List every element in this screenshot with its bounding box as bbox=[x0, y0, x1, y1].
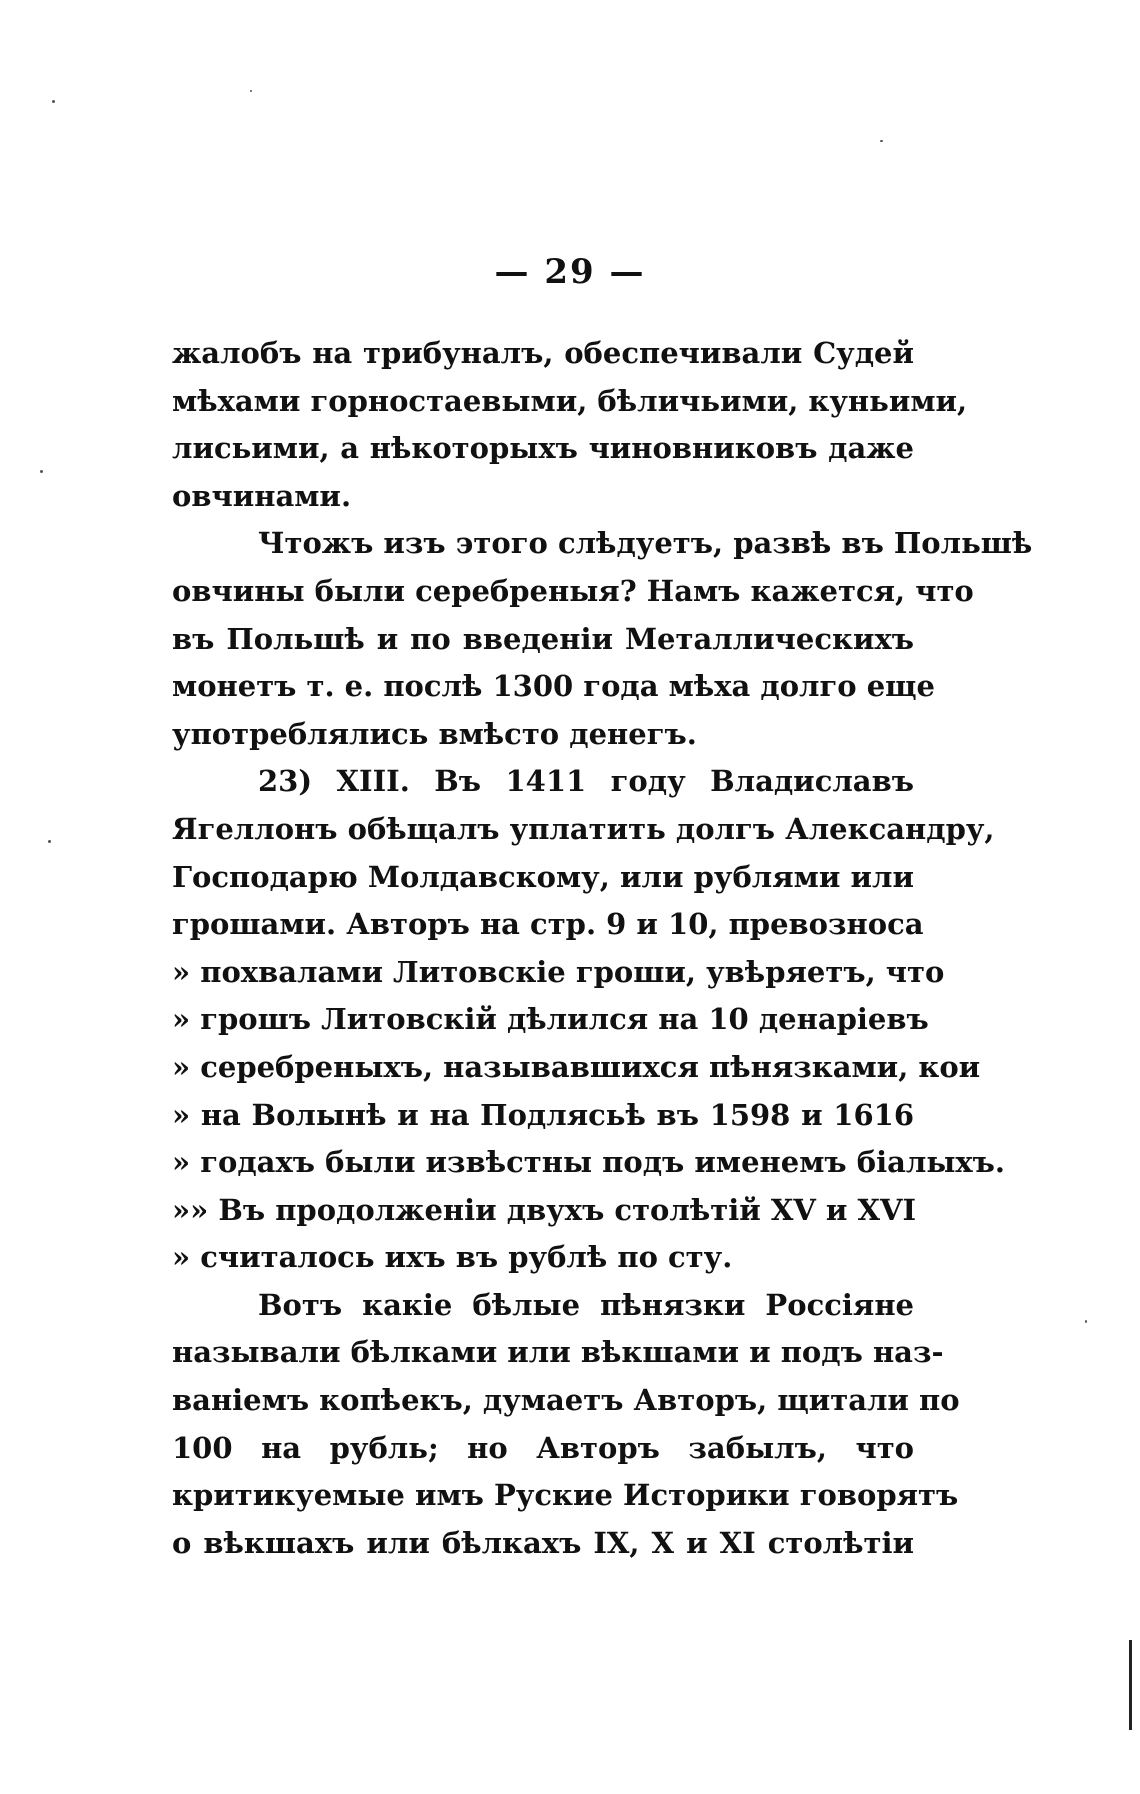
scan-speck bbox=[250, 90, 252, 92]
page-number: — 29 — bbox=[494, 252, 646, 292]
text-line: Чтожъ изъ этого слѣдуетъ, развѣ въ Польшѣ bbox=[258, 526, 1033, 561]
text-line: Вотъ какiе бѣлые пѣнязки Россiяне bbox=[258, 1287, 914, 1322]
body-text bbox=[172, 330, 1033, 1567]
text-line: » серебреныхъ, называвшихся пѣнязками, кои bbox=[172, 1049, 981, 1084]
text-line: монетъ т. е. послѣ 1300 года мѣха долго еще bbox=[172, 669, 935, 704]
text-line: » на Волынѣ и на Подлясьѣ въ 1598 и 1616 bbox=[172, 1097, 914, 1132]
text-line: » грошъ Литовскiй дѣлился на 10 денарiевъ bbox=[172, 1002, 929, 1037]
text-line: овчинами. bbox=[172, 478, 352, 513]
text-line: ванiемъ копѣекъ, думаетъ Авторъ, щитали по bbox=[172, 1383, 960, 1418]
text-line: критикуемые имъ Руские Историки говорятъ bbox=[172, 1478, 959, 1513]
text-line: жалобъ на трибуналъ, обеспечивали Судей bbox=[172, 336, 914, 370]
text-line: о вѣкшахъ или бѣлкахъ IX, X и XI столѣтiи bbox=[172, 1525, 914, 1560]
text-line: называли бѣлками или вѣкшами и подъ наз- bbox=[172, 1335, 944, 1370]
text-line: »» Въ продолженiи двухъ столѣтiй XV и XVI bbox=[172, 1192, 917, 1227]
scan-speck bbox=[40, 470, 43, 473]
text-line: Ягеллонъ обѣщалъ уплатить долгъ Александру, bbox=[172, 811, 995, 846]
text-line: » считалось ихъ въ рублѣ по сту. bbox=[172, 1240, 733, 1275]
scan-speck bbox=[1085, 1320, 1087, 1323]
text-line: грошами. Авторъ на стр. 9 и 10, превозноса bbox=[172, 907, 924, 942]
text-line: овчины были серебреныя? Намъ кажется, что bbox=[172, 573, 974, 608]
scan-speck bbox=[880, 140, 883, 142]
scan-speck bbox=[52, 100, 55, 103]
text-line: Господарю Молдавскому, или рублями или bbox=[172, 859, 914, 894]
text-line: употреблялись вмѣсто денегъ. bbox=[172, 716, 697, 751]
text-line: 100 на рубль; но Авторъ забылъ, что bbox=[172, 1430, 914, 1465]
scan-speck bbox=[48, 840, 51, 843]
text-line: мѣхами горностаевыми, бѣличьими, куньими, bbox=[172, 383, 968, 418]
text-line: » годахъ были извѣстны подъ именемъ бiалыхъ. bbox=[172, 1145, 1006, 1180]
text-line: въ Польшѣ и по введенiи Металлическихъ bbox=[172, 621, 914, 656]
page-edge-shadow bbox=[1129, 1640, 1132, 1730]
text-line: 23) XIII. Въ 1411 году Владиславъ bbox=[258, 764, 914, 799]
text-line: лисьими, а нѣкоторыхъ чиновниковъ даже bbox=[172, 431, 914, 466]
text-line: » похвалами Литовскiе гроши, увѣряетъ, что bbox=[172, 954, 945, 989]
